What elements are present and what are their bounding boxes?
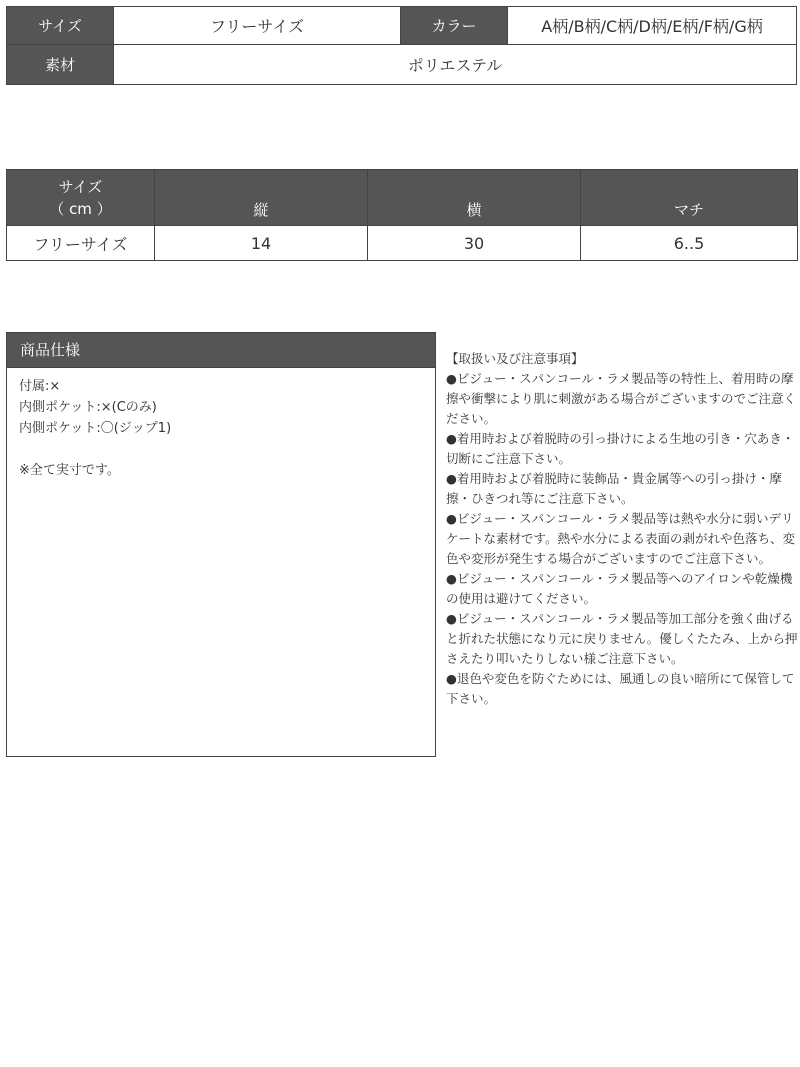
care-note: ●ビジュー・スパンコール・ラメ製品等の特性上、着用時の摩擦や衝撃により肌に刺激がある場合がございますのでご注意ください。 — [446, 371, 797, 426]
size-label: サイズ — [7, 7, 114, 45]
size-value: フリーサイズ — [114, 7, 401, 45]
spec-row-material — [7, 45, 797, 85]
material-value: ポリエステル — [114, 45, 797, 85]
care-title: 【取扱い及び注意事項】 — [446, 351, 584, 366]
care-note: ●ビジュー・スパンコール・ラメ製品等へのアイロンや乾燥機の使用は避けてください。 — [446, 571, 793, 606]
row-length: 14 — [155, 226, 368, 261]
size-header-unit: （ cm ） — [49, 199, 112, 218]
spec-line-inner-zip-pocket: 内側ポケット:〇(ジップ1) — [19, 421, 172, 436]
row-width: 30 — [368, 226, 581, 261]
care-note: ●退色や変色を防ぐためには、風通しの良い暗所にて保管して下さい。 — [446, 671, 795, 706]
size-table-header-row — [7, 170, 798, 226]
care-note: ●ビジュー・スパンコール・ラメ製品等加工部分を強く曲げると折れた状態になり元に戻りません。優しくたたみ、上から押さえたり叩いたりしない様ご注意下さい。 — [446, 611, 798, 666]
material-label: 素材 — [7, 45, 114, 85]
row-size: フリーサイズ — [7, 226, 155, 261]
column-header-width: 横 — [368, 170, 581, 226]
spec-row-size-color — [7, 7, 797, 45]
size-column-header — [7, 170, 155, 226]
size-header-label: サイズ — [58, 177, 103, 196]
care-note: ●ビジュー・スパンコール・ラメ製品等は熱や水分に弱いデリケートな素材です。熱や水分による表面の剥がれや色落ち、変色や変形が発生する場合がございますのでご注意下さい。 — [446, 511, 796, 566]
spec-line-accessory: 付属:× — [19, 379, 61, 394]
column-header-gusset: マチ — [581, 170, 798, 226]
care-note: ●着用時および着脱時に装飾品・貴金属等への引っ掛け・摩擦・ひきつれ等にご注意下さい。 — [446, 471, 782, 506]
color-value: A柄/B柄/C柄/D柄/E柄/F柄/G柄 — [508, 7, 797, 45]
size-table — [6, 169, 798, 261]
care-notes — [446, 349, 798, 709]
product-spec-body — [7, 368, 435, 481]
spec-line-inner-pocket: 内側ポケット:×(Cのみ) — [19, 400, 157, 415]
column-header-length: 縦 — [155, 170, 368, 226]
product-spec-title: 商品仕様 — [7, 333, 435, 368]
table-row — [7, 226, 798, 261]
color-label: カラー — [401, 7, 508, 45]
spec-measure-note: ※全て実寸です。 — [19, 463, 120, 478]
row-gusset: 6..5 — [581, 226, 798, 261]
care-note: ●着用時および着脱時の引っ掛けによる生地の引き・穴あき・切断にご注意下さい。 — [446, 431, 795, 466]
spec-table — [6, 6, 797, 85]
product-spec-box — [6, 332, 436, 757]
